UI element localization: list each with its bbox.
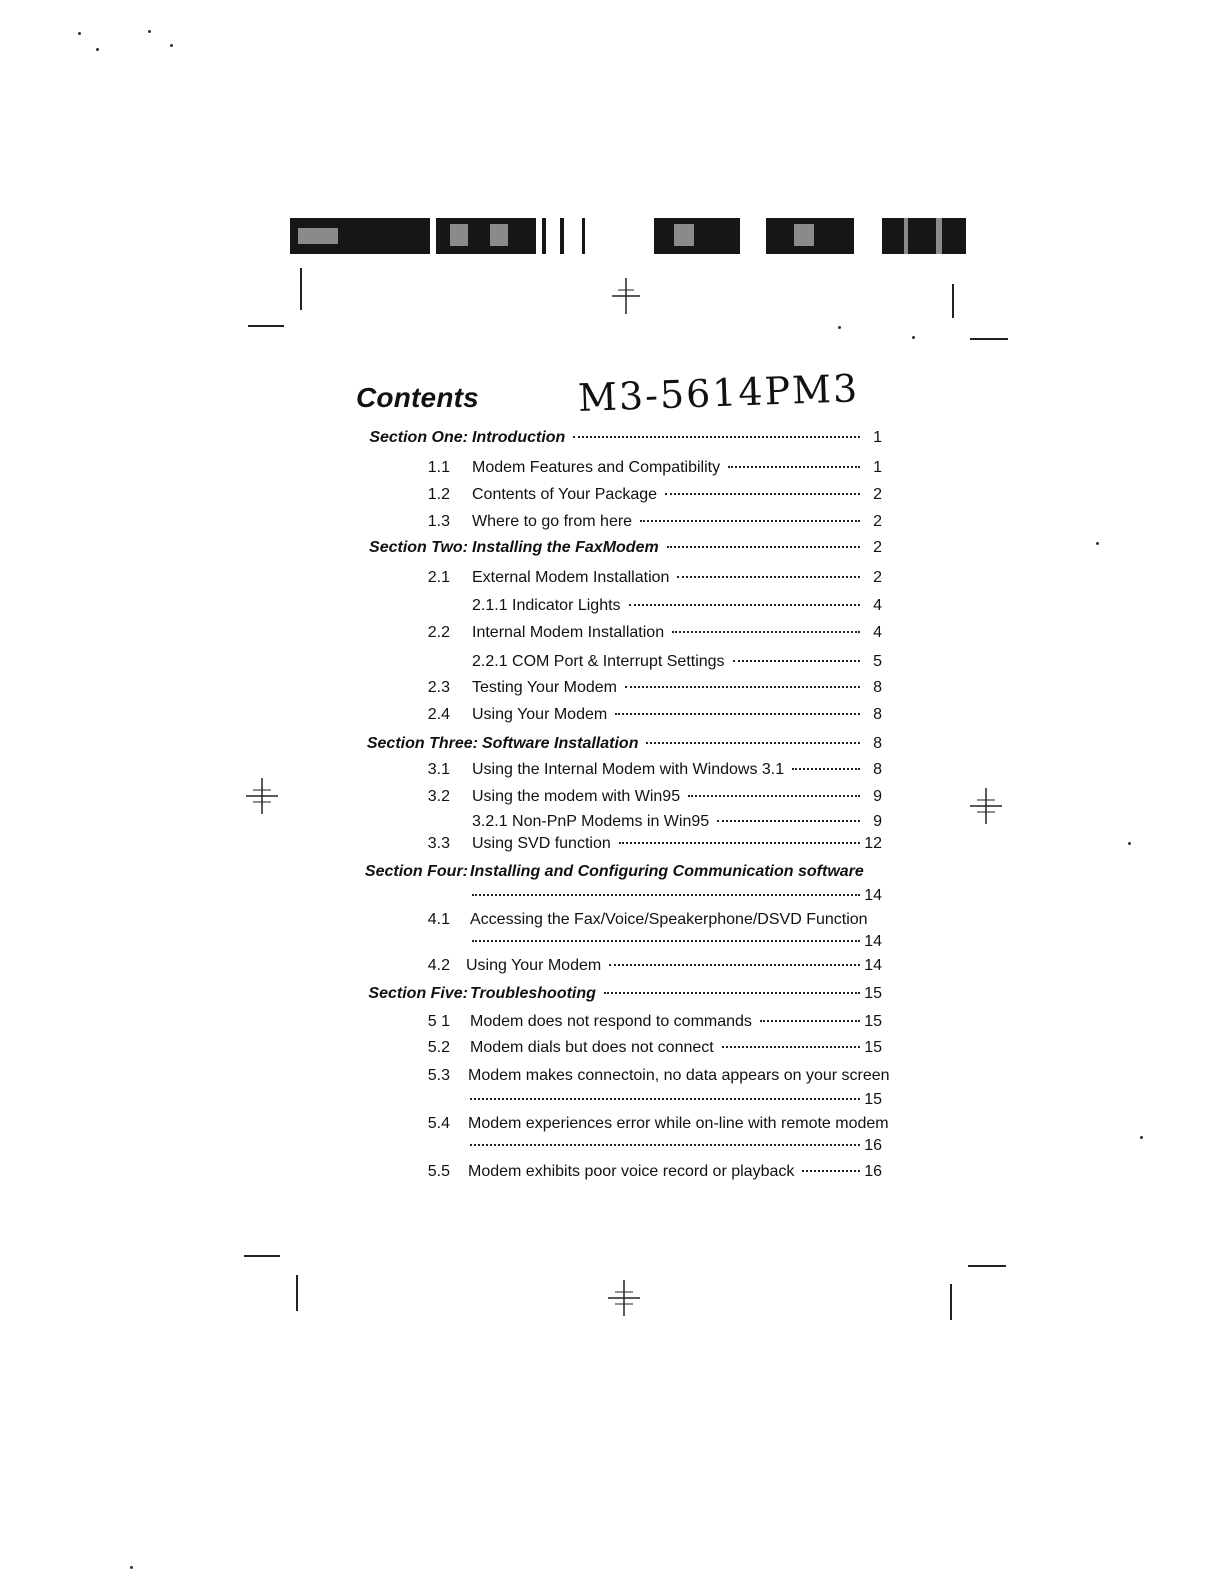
toc-entry: 1.2 Contents of Your Package 2	[427, 486, 882, 503]
toc-subentry: 2.1.1 Indicator Lights 4	[472, 597, 882, 614]
toc-entry: 2.4 Using Your Modem 8	[427, 706, 882, 723]
color-calibration-bar-right	[654, 218, 966, 254]
toc-entry: 3.2 Using the modem with Win95 9	[427, 788, 882, 805]
color-calibration-bar-left	[290, 218, 602, 254]
toc-subentry: 2.2.1 COM Port & Interrupt Settings 5	[472, 653, 882, 670]
crop-mark	[300, 268, 302, 310]
toc-section-heading: Section Four: Installing and Configuring Communication software	[364, 863, 864, 880]
crop-mark	[296, 1275, 298, 1311]
toc-section-heading: Section Five: Troubleshooting 15	[368, 985, 882, 1002]
crop-mark	[968, 1265, 1006, 1267]
crop-mark	[950, 1284, 952, 1320]
toc-entry: 4.2 Using Your Modem 14	[427, 957, 882, 974]
page-title: Contents	[356, 382, 479, 413]
toc-subentry: 3.2.1 Non-PnP Modems in Win95 9	[472, 813, 882, 830]
toc-section-heading: Section Two: Installing the FaxModem 2	[369, 539, 882, 556]
toc-entry: 5.2 Modem dials but does not connect 15	[427, 1039, 882, 1056]
handwritten-model-number: M3-5614PM3	[577, 366, 860, 420]
toc-section-heading: Section One: Introduction 1	[369, 429, 882, 446]
crop-mark	[970, 338, 1008, 340]
toc-entry: 5 1 Modem does not respond to commands 15	[427, 1013, 882, 1030]
scan-speck	[912, 336, 915, 339]
toc-entry: 1.3 Where to go from here 2	[427, 513, 882, 530]
toc-entry: 3.3 Using SVD function 12	[427, 835, 882, 852]
scan-speck	[1140, 1136, 1143, 1139]
crop-mark	[244, 1255, 280, 1257]
scan-speck	[838, 326, 841, 329]
toc-entry: 2.3 Testing Your Modem 8	[427, 679, 882, 696]
scan-speck	[1128, 842, 1131, 845]
toc-entry: 2.2 Internal Modem Installation 4	[427, 624, 882, 641]
registration-mark-icon	[966, 786, 1006, 826]
toc-dot-leader: 16	[470, 1134, 882, 1158]
crop-mark	[248, 325, 284, 327]
registration-mark-icon	[606, 276, 646, 316]
toc-entry: 3.1 Using the Internal Modem with Windows 3.1 8	[427, 761, 882, 778]
scan-speck	[96, 48, 99, 51]
scan-speck	[130, 1566, 133, 1569]
toc-entry: 5.3 Modem makes connectoin, no data appears on your screen	[427, 1067, 890, 1084]
registration-mark-icon	[242, 776, 282, 816]
scan-speck	[1096, 542, 1099, 545]
toc-entry: 5.4 Modem experiences error while on-line with remote modem	[427, 1115, 889, 1132]
toc-dot-leader: 14	[472, 930, 882, 954]
toc-dot-leader: 15	[470, 1088, 882, 1112]
toc-entry: 2.1 External Modem Installation 2	[427, 569, 882, 586]
scan-speck	[148, 30, 151, 33]
toc-entry: 1.1 Modem Features and Compatibility 1	[427, 459, 882, 476]
crop-mark	[952, 284, 954, 318]
scan-speck	[170, 44, 173, 47]
toc-section-heading: Section Three: Software Installation 8	[366, 735, 882, 752]
toc-dot-leader: 14	[472, 884, 882, 908]
registration-mark-icon	[604, 1278, 644, 1318]
toc-entry: 4.1 Accessing the Fax/Voice/Speakerphone/DSVD Function	[427, 911, 868, 928]
scan-speck	[78, 32, 81, 35]
toc-entry: 5.5 Modem exhibits poor voice record or playback 16	[427, 1163, 882, 1180]
